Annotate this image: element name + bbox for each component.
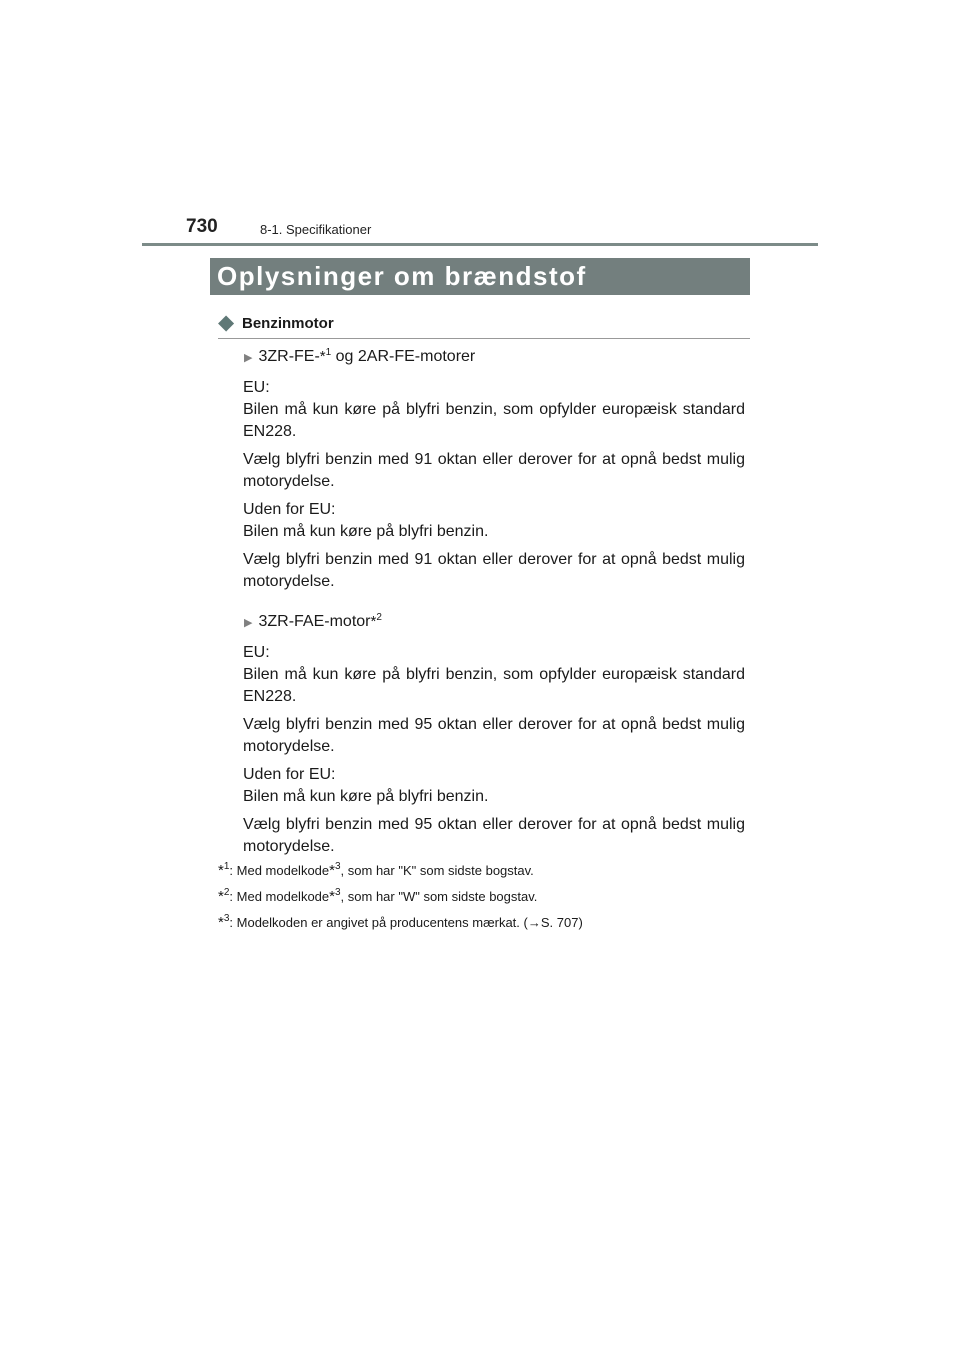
- section-label: 8-1. Specifikationer: [260, 222, 372, 237]
- engine-2-eu: EU: Bilen må kun køre på blyfri benzin, som opfylder europæisk standard EN228.: [243, 644, 745, 705]
- engine-1-eu: EU: Bilen må kun køre på blyfri benzin, som opfylder europæisk standard EN228.: [243, 379, 745, 440]
- arrow-right-icon: →: [527, 915, 541, 930]
- engine-1-eu-octane: Vælg blyfri benzin med 91 oktan eller derover for at opnå bedst mulig motorydelse.: [243, 451, 745, 490]
- engine-2-non-eu: Uden for EU: Bilen må kun køre på blyfri benzin.: [243, 766, 489, 805]
- footnote: *$^2$: Med modelkode*$^3$, som har "W" som sidste bogstav.: [218, 887, 538, 905]
- engine-1-label: 3ZR-FE-*$^1$ og 2AR-FE-motorer: [258, 347, 476, 365]
- engine-2-non-eu-octane: Vælg blyfri benzin med 95 oktan eller derover for at opnå bedst mulig motorydelse.: [243, 816, 745, 855]
- header-rule: [142, 243, 818, 246]
- footnote: *$^3$: Modelkoden er angivet på producentens mærkat. (→S. 707): [218, 913, 583, 931]
- page-number: 730: [186, 216, 218, 237]
- content: [243, 342, 745, 864]
- footnotes: [218, 858, 758, 936]
- engine-2-eu-octane: Vælg blyfri benzin med 95 oktan eller derover for at opnå bedst mulig motorydelse.: [243, 716, 745, 755]
- footnote: *$^1$: Med modelkode*$^3$, som har "K" som sidste bogstav.: [218, 861, 534, 879]
- engine-1-non-eu-octane: Vælg blyfri benzin med 91 oktan eller derover for at opnå bedst mulig motorydelse.: [243, 551, 745, 590]
- triangle-right-icon: ▶: [244, 617, 253, 629]
- subheading: [218, 313, 750, 339]
- page-reference[interactable]: S. 707): [540, 915, 583, 930]
- engine-1-non-eu: Uden for EU: Bilen må kun køre på blyfri benzin.: [243, 501, 489, 540]
- subheading-label: Benzinmotor: [242, 315, 334, 332]
- diamond-icon: ◆: [218, 311, 235, 334]
- engine-2-label: 3ZR-FAE-motor*$^2$: [258, 612, 382, 630]
- page-title: Oplysninger om brændstof: [210, 258, 750, 295]
- engine-heading-1: [243, 346, 745, 369]
- engine-heading-2: [243, 611, 745, 634]
- triangle-right-icon: ▶: [244, 352, 253, 364]
